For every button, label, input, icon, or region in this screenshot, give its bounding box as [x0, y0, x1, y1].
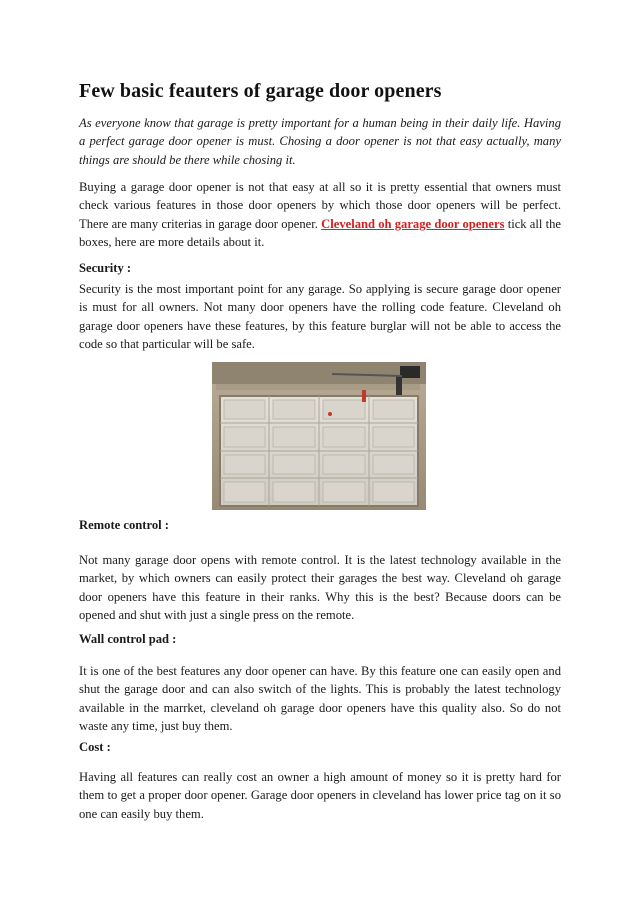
cost-heading: Cost : — [79, 740, 111, 754]
buying-paragraph — [79, 178, 561, 252]
buying-text-end: tick all the boxes, here are more details about it. — [79, 216, 561, 250]
security-text: Security is the most important point for any garage. So applying is secure garage door opener is must for all owners. Not many door openers have the rolling code feature. Cleveland oh garage door openers have these features, by this feature burglar will not be able to access the code so that particular will be safe. — [79, 282, 561, 352]
document-title: Few basic feauters of garage door openers — [79, 80, 442, 102]
cost-text: Having all features can really cost an owner a high amount of money so it is pretty hard for them to get a proper door opener. Garage door openers in cleveland has lower price tag on it so one can easily buy them. — [79, 770, 561, 821]
intro-text: As everyone know that garage is pretty important for a human being in their daily life. Having a perfect garage door opener is must. Chosing a door opener is not that easy actually, many things are should be there while chosing it. — [79, 116, 561, 167]
garage-door-image — [212, 362, 426, 510]
buying-text — [79, 178, 561, 252]
remote-section — [79, 551, 561, 625]
remote-heading: Remote control : — [79, 518, 169, 532]
wall-control-text: It is one of the best features any door opener can have. By this feature one can easily open and shut the garage door and can also switch of the lights. This is probably the latest technology available in the marrket, cleveland oh garage door openers have this quality also. So do not waste any time, just buy them. — [79, 664, 561, 734]
garage-door-photo — [212, 362, 426, 510]
buying-text-start: Buying a garage door opener is not that easy at all so it is pretty essential that owners must check various features in those door openers by which those door openers will be perfect. There are many criterias in garage door opener. — [79, 180, 561, 231]
security-heading: Security : — [79, 261, 132, 275]
wall-control-section — [79, 662, 561, 736]
security-section — [79, 280, 561, 354]
cost-section — [79, 768, 561, 823]
remote-text: Not many garage door opens with remote control. It is the latest technology available in the market, by which owners can easily protect their garages the best way. Cleveland oh garage door openers have this feature in their ranks. Why this is the best? Because doors can be opened and shut with just a single press on the remote. — [79, 553, 561, 623]
cleveland-openers-link[interactable]: Cleveland oh garage door openers — [321, 216, 505, 231]
wall-control-heading: Wall control pad : — [79, 632, 177, 646]
intro-paragraph — [79, 114, 561, 169]
